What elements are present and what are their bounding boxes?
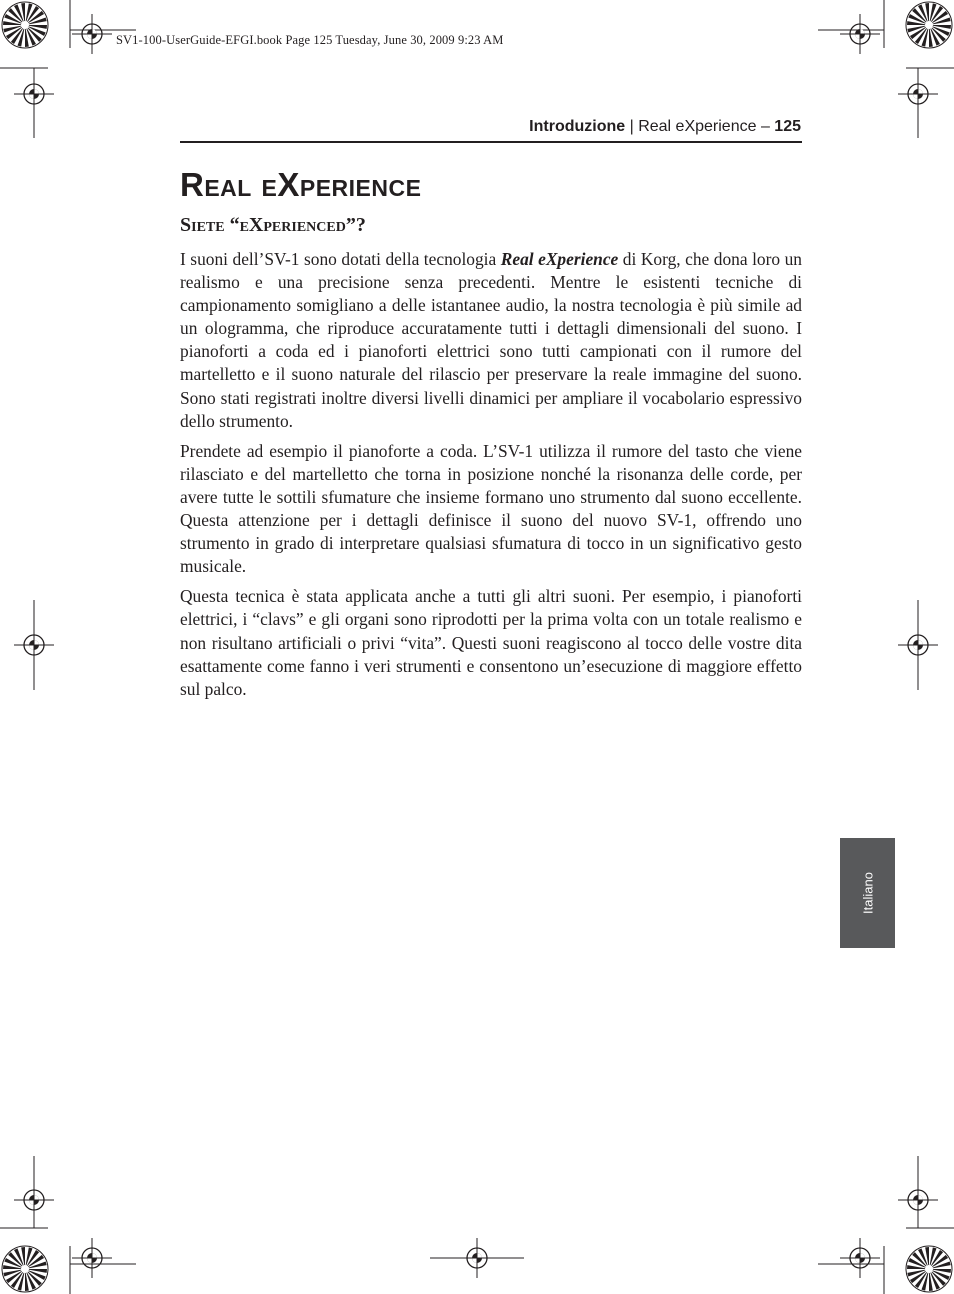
- running-header: [529, 118, 801, 136]
- header-separator: |: [625, 118, 639, 135]
- starburst-icon: [2, 2, 48, 48]
- registration-mark-icon: [898, 74, 938, 114]
- paragraph-2: Prendete ad esempio il pianoforte a coda. L’SV-1 utilizza il rumore del tasto che viene rilasciato e del martelletto che torna in posizione nonché la risonanza delle corde, per avere tutte le sottili sfumature che insieme formano uno strumento dal suono eccellente. Questa attenzione per i dettagli definisce il suono del nuovo SV-1, offrendo uno strumento in grado di interpretare qualsiasi sfumatura di tocco in un significativo gesto musicale.: [180, 440, 802, 577]
- print-slug: SV1-100-UserGuide-EFGI.book Page 125 Tuesday, June 30, 2009 9:23 AM: [116, 33, 504, 47]
- header-dash: –: [756, 118, 775, 135]
- registration-mark-icon: [14, 625, 54, 665]
- registration-mark-icon: [457, 1238, 497, 1278]
- registration-mark-icon: [14, 74, 54, 114]
- registration-mark-icon: [72, 14, 112, 54]
- page-number: 125: [774, 118, 801, 135]
- header-rule: [180, 141, 802, 143]
- paragraph-1-end: di Korg, che dona loro un realismo e una precisione senza precedenti. Mentre le esistenti tecniche di campionamento somigliano a delle istantanee audio, la nostra tecnologia è più simile ad un ologramma, che riproduce accuratamente tutti i dettagli dimensionali del suono. I pianoforti a coda ed i pianoforti elettrici sono tutti campionati con il rumore del martelletto e il suono naturale del rilascio per preservare la reale immagine del suono. Sono stati registrati inoltre diversi livelli dinamici per ampliare il vocabolario espressivo dello strumento.: [180, 249, 803, 431]
- language-tab-label: Italiano: [860, 872, 875, 914]
- paragraph-1: [180, 248, 802, 433]
- header-topic: Real eXperience: [638, 118, 757, 135]
- section-subtitle: Siete “eXperienced”?: [180, 214, 366, 236]
- starburst-icon: [2, 1246, 48, 1292]
- registration-mark-icon: [898, 625, 938, 665]
- page-title: Real eXperience: [180, 166, 422, 203]
- body-text: [180, 248, 802, 708]
- paragraph-3: Questa tecnica è stata applicata anche a tutti gli altri suoni. Per esempio, i pianoforti elettrici, i “clavs” e gli organi sono riprodotti per la prima volta con un totale realismo e non risultano artificiali o privi “vita”. Questi suoni reagiscono al tocco delle vostre dita esattamente come fanno i veri strumenti e consentono un’esecuzione di maggiore effetto sul palco.: [180, 586, 802, 699]
- registration-mark-icon: [840, 1238, 880, 1278]
- header-section: Introduzione: [529, 118, 626, 135]
- starburst-icon: [906, 1246, 952, 1292]
- registration-mark-icon: [840, 14, 880, 54]
- brand-emphasis: Real eXperience: [500, 249, 619, 269]
- registration-mark-icon: [898, 1180, 938, 1220]
- registration-mark-icon: [72, 1238, 112, 1278]
- starburst-icon: [906, 2, 952, 48]
- registration-mark-icon: [14, 1180, 54, 1220]
- paragraph-1-start: I suoni dell’SV-1 sono dotati della tecnologia: [180, 249, 501, 269]
- language-tab: [840, 838, 895, 948]
